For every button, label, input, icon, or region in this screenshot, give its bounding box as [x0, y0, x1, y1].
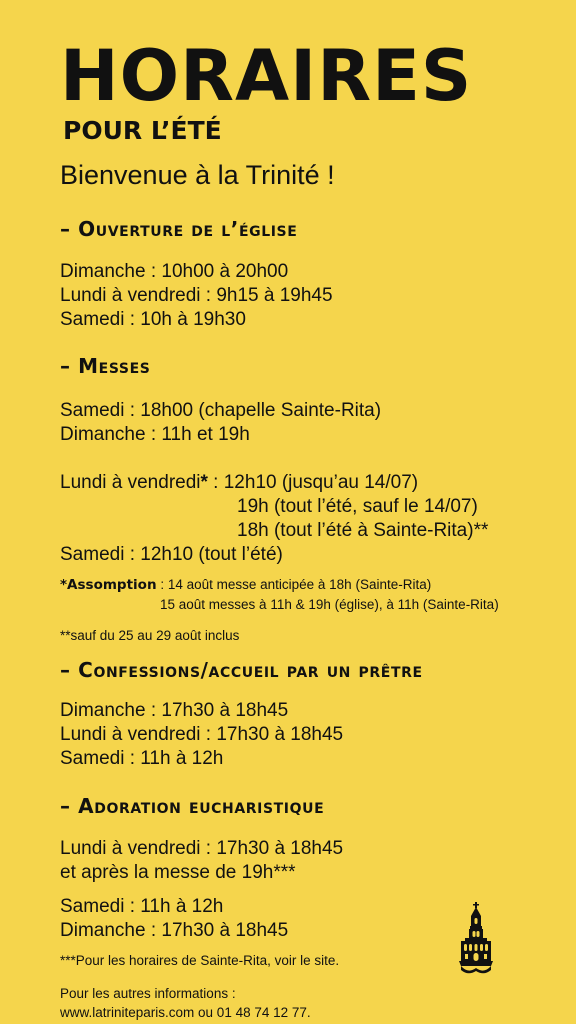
confessions-line: Samedi : 11h à 12h [60, 748, 224, 769]
assomption-line [60, 575, 560, 595]
adoration-line: Dimanche : 17h30 à 18h45 [60, 920, 289, 941]
assomption-text: : 14 août messe anticipée à 18h (Sainte-Rita) [156, 577, 432, 592]
section-ouverture [60, 216, 560, 332]
section-confessions [60, 657, 560, 771]
messes-line: Samedi : 18h00 (chapelle Sainte-Rita) [60, 400, 382, 421]
footer-line-1: Pour les autres informations : [60, 986, 236, 1001]
ouverture-line: Samedi : 10h à 19h30 [60, 309, 246, 330]
confessions-line: Lundi à vendredi : 17h30 à 18h45 [60, 724, 344, 745]
page-subtitle: POUR L’ÉTÉ [63, 116, 222, 145]
assomption-label: *Assomption [60, 577, 157, 593]
page-title: HORAIRES [60, 35, 473, 117]
messes-weekday-line [60, 471, 560, 495]
ouverture-line: Dimanche : 10h00 à 20h00 [60, 261, 289, 282]
section-heading-ouverture: – Ouverture de l’église [60, 217, 298, 241]
weekday-label: Lundi à vendredi [60, 472, 201, 493]
section-heading-messes: – Messes [60, 354, 151, 378]
section-heading-confessions: – Confessions/accueil par un prêtre [60, 658, 423, 682]
messes-line: Dimanche : 11h et 19h [60, 424, 250, 445]
schedule-poster [60, 35, 560, 1022]
messes-samedi: Samedi : 12h10 (tout l’été) [60, 544, 283, 565]
messes-weekday-more: 19h (tout l’été, sauf le 14/07) [237, 496, 478, 517]
church-icon [458, 902, 494, 974]
adoration-note: ***Pour les horaires de Sainte-Rita, voir le site. [60, 953, 340, 968]
weekday-first: : 12h10 (jusqu’au 14/07) [207, 472, 419, 493]
adoration-line: Lundi à vendredi : 17h30 à 18h45 [60, 838, 344, 859]
confessions-line: Dimanche : 17h30 à 18h45 [60, 700, 289, 721]
footnote-star: * [200, 472, 208, 493]
adoration-line: et après la messe de 19h*** [60, 862, 296, 883]
footer-info [60, 984, 560, 1022]
welcome-text: Bienvenue à la Trinité ! [60, 160, 335, 190]
assomption-line-2: 15 août messes à 11h & 19h (église), à 11h (Sainte-Rita) [160, 597, 499, 612]
messes-weekday-more: 18h (tout l’été à Sainte-Rita)** [237, 520, 489, 541]
section-messes [60, 353, 560, 645]
adoration-line: Samedi : 11h à 12h [60, 896, 224, 917]
footer-line-2: www.latriniteparis.com ou 01 48 74 12 77. [60, 1005, 311, 1020]
section-heading-adoration: – Adoration eucharistique [60, 794, 325, 818]
messes-note: **sauf du 25 au 29 août inclus [60, 628, 240, 643]
ouverture-line: Lundi à vendredi : 9h15 à 19h45 [60, 285, 333, 306]
